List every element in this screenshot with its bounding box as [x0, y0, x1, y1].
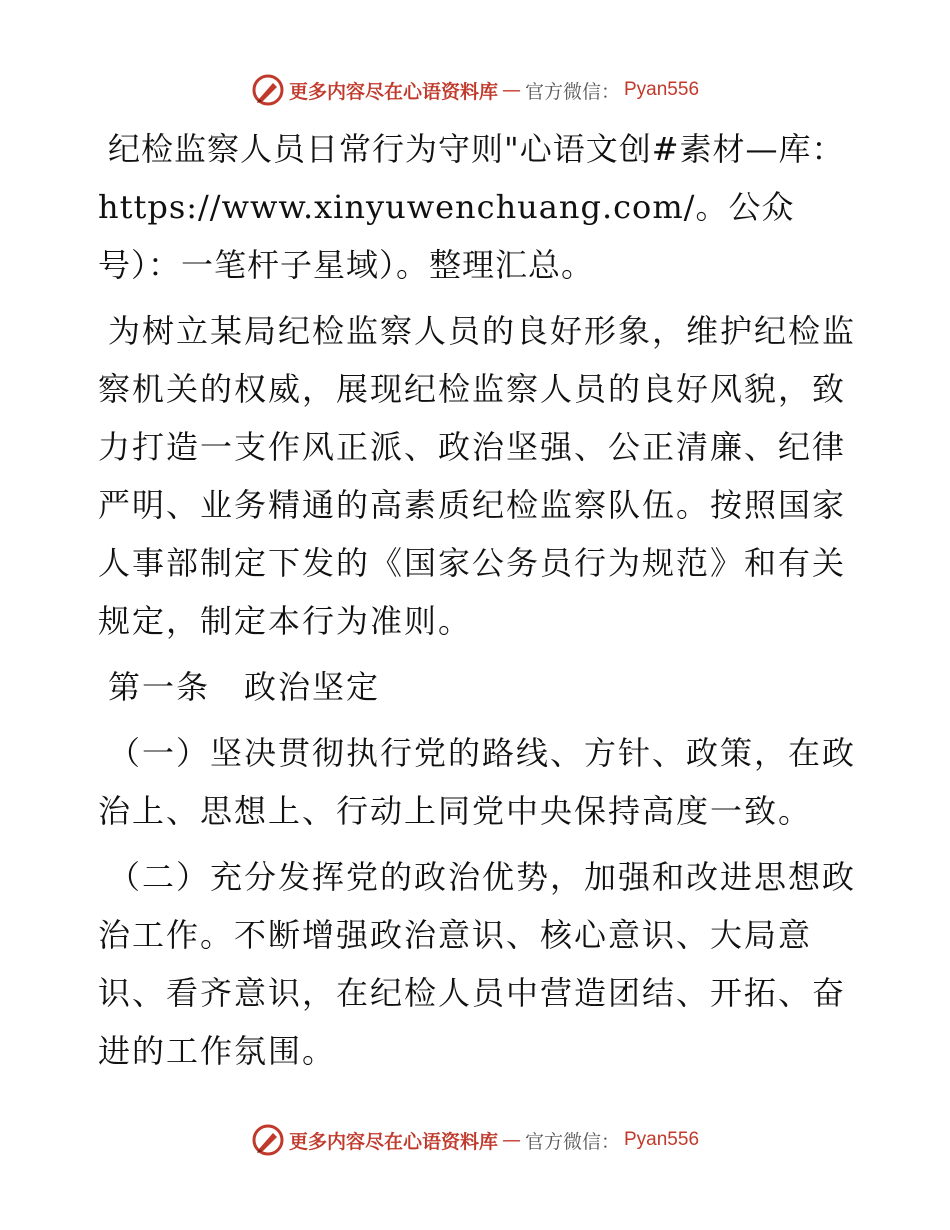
- paragraph-text: 为树立某局纪检监察人员的良好形象，维护纪检监察机关的权威，展现纪检监察人员的良好风貌，致力打造一支作风正派、政治坚强、公正清廉、纪律严明、业务精通的高素质纪检监察队伍。按照国家人事部制定下发的《国家公务员行为规范》和有关规定，制定本行为准则。: [98, 312, 857, 640]
- separator-dash: —: [501, 1129, 521, 1151]
- clause-one: [98, 724, 858, 840]
- footer-banner: [0, 1120, 950, 1160]
- document-body: [98, 120, 858, 1088]
- contact-id: Pyan556: [624, 79, 700, 100]
- paragraph-intro: [98, 302, 858, 650]
- paragraph-text: 纪检监察人员日常行为守则"心语文创#素材—库：https://www.xinyuwenchuang.com/。公众号）：一笔杆子星域）。整理汇总。: [98, 130, 845, 284]
- pen-logo-icon: [251, 73, 285, 107]
- contact-id: Pyan556: [624, 1129, 700, 1150]
- article-heading: [98, 658, 858, 716]
- paragraph-text: （一）坚决贯彻执行党的路线、方针、政策，在政治上、思想上、行动上同党中央保持高度一致。: [98, 734, 857, 830]
- paragraph-title-line: [98, 120, 858, 294]
- heading-text: 第一条 政治坚定: [108, 668, 381, 706]
- paragraph-text: （二）充分发挥党的政治优势，加强和改进思想政治工作。不断增强政治意识、核心意识、大局意识、看齐意识，在纪检人员中营造团结、开拓、奋进的工作氛围。: [98, 858, 857, 1070]
- clause-two: [98, 848, 858, 1080]
- separator-dash: —: [501, 79, 521, 101]
- header-banner: [0, 70, 950, 110]
- contact-label: 官方微信：: [524, 1130, 620, 1153]
- contact-label: 官方微信：: [524, 80, 620, 103]
- promo-text: 更多内容尽在心语资料库: [288, 1130, 498, 1153]
- promo-text: 更多内容尽在心语资料库: [288, 80, 498, 103]
- pen-logo-icon: [251, 1123, 285, 1157]
